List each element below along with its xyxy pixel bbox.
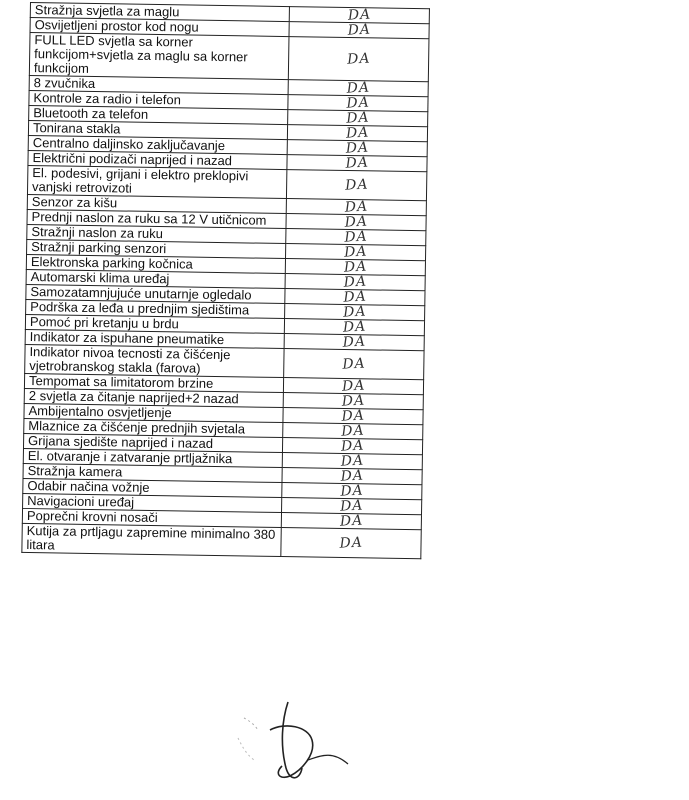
feature-cell: Podrška za leđa u prednjim sjedištima — [26, 299, 285, 318]
answer-da: DA — [343, 228, 368, 246]
feature-cell: Kutija za prtljagu zapremine minimalno 380 litara — [22, 523, 281, 556]
answer-da: DA — [342, 318, 367, 336]
answer-da: DA — [344, 154, 370, 172]
answer-da: DA — [344, 176, 369, 194]
answer-da: DA — [340, 437, 365, 455]
feature-cell: Elektronska parking kočnica — [26, 254, 285, 273]
feature-cell: FULL LED svjetla sa korner funkcijom+svjetla za maglu sa korner funkcijom — [29, 33, 289, 80]
feature-cell: Prednji naslon za ruku sa 12 V utičnicom — [27, 209, 286, 228]
feature-cell: Ambijentalno osvjetljenje — [24, 403, 283, 422]
feature-cell: Centralno daljinsko zaključavanje — [28, 135, 287, 154]
feature-cell: El. otvaranje i zatvaranje prtljažnika — [23, 448, 282, 467]
answer-da: DA — [345, 139, 370, 157]
answer-da: DA — [340, 407, 366, 425]
feature-cell: Tempomat sa limitatorom brzine — [24, 373, 283, 392]
features-table — [21, 2, 430, 559]
feature-cell: Stražnji naslon za ruku — [27, 224, 286, 243]
feature-cell: Stražnja svjetla za maglu — [30, 3, 289, 22]
feature-cell: Električni podizači naprijed i nazad — [28, 150, 287, 169]
feature-cell: 8 zvučnika — [29, 75, 288, 94]
feature-cell: Osvijetljeni prostor kod nogu — [30, 18, 289, 37]
answer-da: DA — [341, 377, 366, 395]
answer-cell — [287, 170, 427, 201]
feature-cell: Mlaznice za čišćenje prednjih svjetala — [24, 418, 283, 437]
feature-cell: Samozatamnjujuće unutarnje ogledalo — [26, 284, 285, 303]
feature-cell: El. podesivi, grijani i elektro preklopivi vanjski retrovizoti — [27, 165, 286, 198]
answer-cell — [281, 528, 421, 559]
feature-cell: Tonirana stakla — [28, 120, 287, 139]
features-table-wrapper — [21, 2, 430, 559]
answer-da: DA — [341, 355, 366, 373]
feature-cell: Indikator za ispuhane pneumatike — [25, 329, 284, 348]
signature-icon — [230, 690, 370, 790]
features-table-body — [22, 3, 430, 559]
answer-da: DA — [342, 303, 367, 321]
feature-cell: Pomoć pri kretanju u brdu — [25, 314, 284, 333]
answer-da: DA — [340, 467, 365, 485]
feature-cell: Bluetooth za telefon — [29, 105, 288, 124]
answer-da: DA — [344, 213, 369, 231]
answer-da: DA — [340, 452, 365, 470]
answer-da: DA — [342, 288, 368, 306]
feature-cell: 2 svjetla za čitanje naprijed+2 nazad — [24, 388, 283, 407]
table-row — [29, 33, 429, 82]
feature-cell: Grijana sjedište naprijed i nazad — [23, 433, 282, 452]
feature-cell: Navigacioni uređaj — [23, 493, 282, 512]
answer-da: DA — [343, 258, 368, 276]
answer-da: DA — [345, 109, 370, 127]
answer-da: DA — [346, 79, 371, 97]
answer-da: DA — [339, 482, 364, 500]
answer-da: DA — [345, 94, 371, 112]
answer-da: DA — [339, 512, 364, 530]
answer-cell — [288, 37, 429, 82]
table-row — [22, 523, 421, 558]
answer-da: DA — [338, 534, 364, 552]
answer-da: DA — [343, 273, 368, 291]
answer-da: DA — [342, 333, 367, 351]
feature-cell: Poprečni krovni nosači — [22, 508, 281, 527]
answer-da: DA — [347, 21, 372, 39]
feature-cell: Kontrole za radio i telefon — [29, 90, 288, 109]
feature-cell: Automarski klima uređaj — [26, 269, 285, 288]
answer-da: DA — [344, 198, 369, 216]
answer-da: DA — [339, 497, 364, 515]
answer-da: DA — [341, 392, 366, 410]
feature-cell: Stražnji parking senzori — [27, 239, 286, 258]
feature-cell: Senzor za kišu — [27, 194, 286, 213]
answer-da: DA — [340, 422, 365, 440]
feature-cell: Odabir načina vožnje — [23, 478, 282, 497]
feature-cell: Indikator nivoa tecnosti za čišćenje vjetrobranskog stakla (farova) — [25, 344, 284, 377]
answer-da: DA — [346, 50, 371, 68]
answer-da: DA — [347, 6, 372, 24]
answer-da: DA — [345, 124, 370, 142]
answer-da: DA — [343, 243, 368, 261]
answer-cell — [284, 349, 424, 380]
feature-cell: Stražnja kamera — [23, 463, 282, 482]
